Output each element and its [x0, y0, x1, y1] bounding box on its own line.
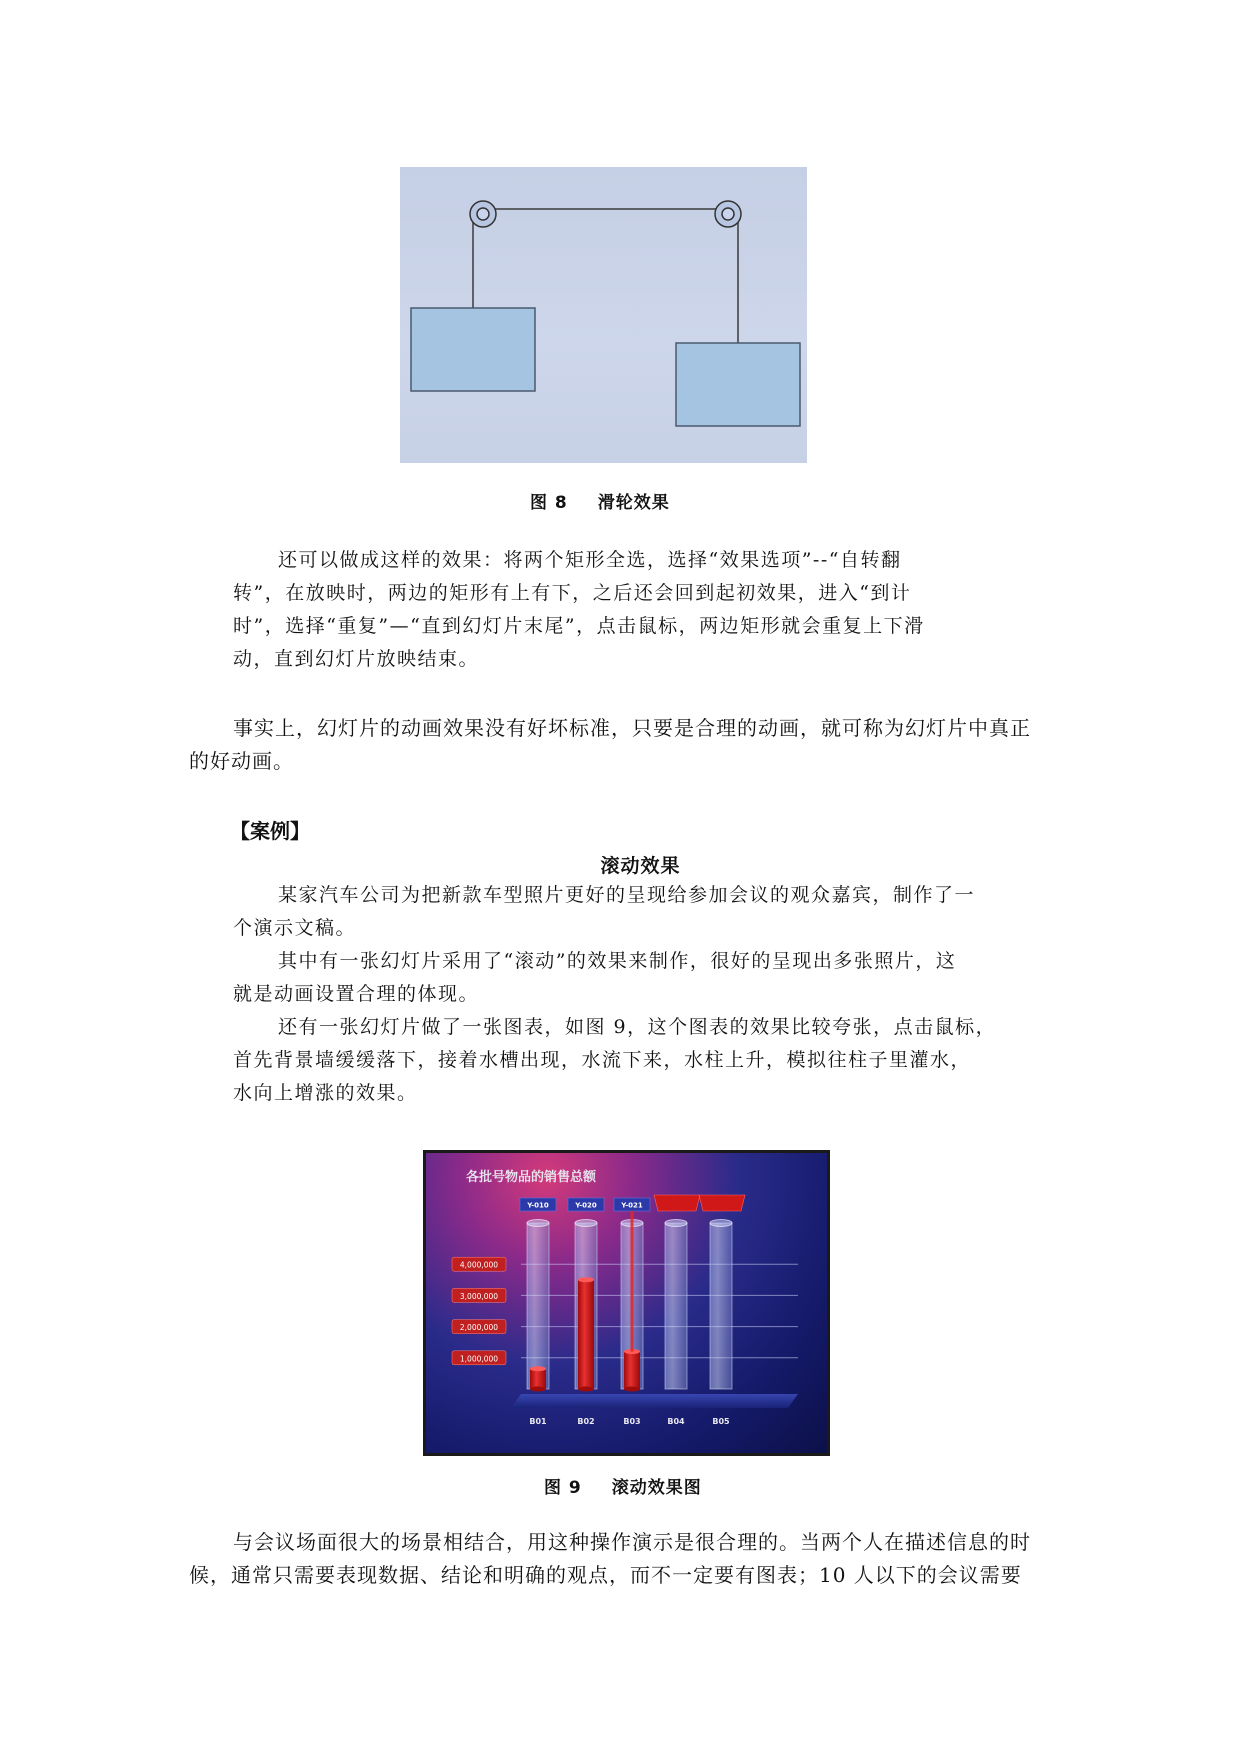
bar-chart: [426, 1153, 827, 1453]
case-line3: 其中有一张幻灯片采用了“滚动”的效果来制作，很好的呈现出多张照片，这: [278, 950, 957, 972]
chart-floor: [511, 1394, 798, 1408]
pulley-diagram: [400, 167, 807, 463]
bar: [530, 1369, 546, 1389]
y-tick-label: 3,000,000: [459, 1291, 499, 1301]
cylinder-top: [527, 1220, 549, 1227]
rectangle-left: [411, 308, 535, 391]
cylinder-top: [665, 1220, 687, 1227]
paragraph2-line1: 事实上，幻灯片的动画效果没有好坏标准，只要是合理的动画，就可称为幻灯片中真正: [233, 716, 1031, 740]
trough: [654, 1195, 700, 1211]
case-line1: 某家汽车公司为把新款车型照片更好的呈现给参加会议的观众嘉宾，制作了一: [278, 884, 976, 906]
paragraph1-line2: 转”，在放映时，两边的矩形有上有下，之后还会回到起初效果，进入“到计: [233, 582, 912, 604]
bar-label: Y-020: [575, 1201, 597, 1210]
case-line5: 还有一张幻灯片做了一张图表，如图 9，这个图表的效果比较夸张，点击鼠标，: [278, 1016, 997, 1038]
case-label: 【案例】: [230, 819, 310, 843]
bar-base: [530, 1387, 546, 1392]
bar-label: Y-010: [527, 1201, 549, 1210]
pulley-figure: [400, 167, 807, 463]
paragraph1-line4: 动，直到幻灯片放映结束。: [233, 648, 480, 670]
paragraph1-line3: 时”，选择“重复”—“直到幻灯片末尾”，点击鼠标，两边矩形就会重复上下滑: [233, 615, 925, 637]
case-title: 滚动效果: [600, 855, 681, 877]
cylinder: [710, 1223, 732, 1389]
bar-base: [578, 1387, 594, 1392]
bar-base: [624, 1387, 640, 1392]
chart-title: 各批号物品的销售总额: [466, 1170, 597, 1185]
figure9-caption: [544, 1473, 702, 1498]
x-tick-label: B03: [623, 1417, 641, 1426]
cylinder: [665, 1223, 687, 1389]
paragraph2-line2: 的好动画。: [189, 749, 294, 773]
y-tick-label: 4,000,000: [459, 1260, 499, 1270]
case-line4: 就是动画设置合理的体现。: [233, 983, 480, 1005]
x-tick-label: B02: [577, 1417, 595, 1426]
cylinder: [527, 1223, 549, 1389]
case-line6: 首先背景墙缓缓落下，接着水槽出现，水流下来，水柱上升，模拟往柱子里灌水，: [233, 1049, 972, 1071]
case-line7: 水向上增涨的效果。: [233, 1082, 418, 1104]
figure9-number: 图 9: [544, 1478, 582, 1498]
rectangle-right: [676, 343, 800, 426]
paragraph3-line2: 候，通常只需要表现数据、结论和明确的观点，而不一定要有图表；10 人以下的会议需要: [189, 1563, 1022, 1587]
figure8-title: 滑轮效果: [597, 493, 670, 513]
x-tick-label: B01: [529, 1417, 547, 1426]
bar-top: [578, 1277, 594, 1282]
bar-label: Y-021: [621, 1201, 643, 1210]
figure8-number: 图 8: [530, 493, 568, 513]
bar: [624, 1352, 640, 1389]
y-tick-label: 1,000,000: [459, 1354, 499, 1364]
water-stream: [631, 1211, 634, 1352]
y-tick-label: 2,000,000: [459, 1323, 499, 1333]
bar: [578, 1280, 594, 1389]
chart-figure: [423, 1150, 830, 1456]
x-tick-label: B05: [712, 1417, 730, 1426]
cylinder-top: [710, 1220, 732, 1227]
figure9-title: 滚动效果图: [611, 1478, 702, 1498]
paragraph1-line1: 还可以做成这样的效果：将两个矩形全选，选择“效果选项”--“自转翻: [278, 549, 902, 571]
paragraph3-line1: 与会议场面很大的场景相结合，用这种操作演示是很合理的。当两个人在描述信息的时: [233, 1530, 1031, 1554]
case-line2: 个演示文稿。: [233, 917, 357, 939]
trough: [699, 1195, 745, 1211]
figure8-caption: [530, 488, 670, 513]
x-tick-label: B04: [667, 1417, 685, 1426]
cylinder-top: [575, 1220, 597, 1227]
bar-top: [530, 1366, 546, 1371]
